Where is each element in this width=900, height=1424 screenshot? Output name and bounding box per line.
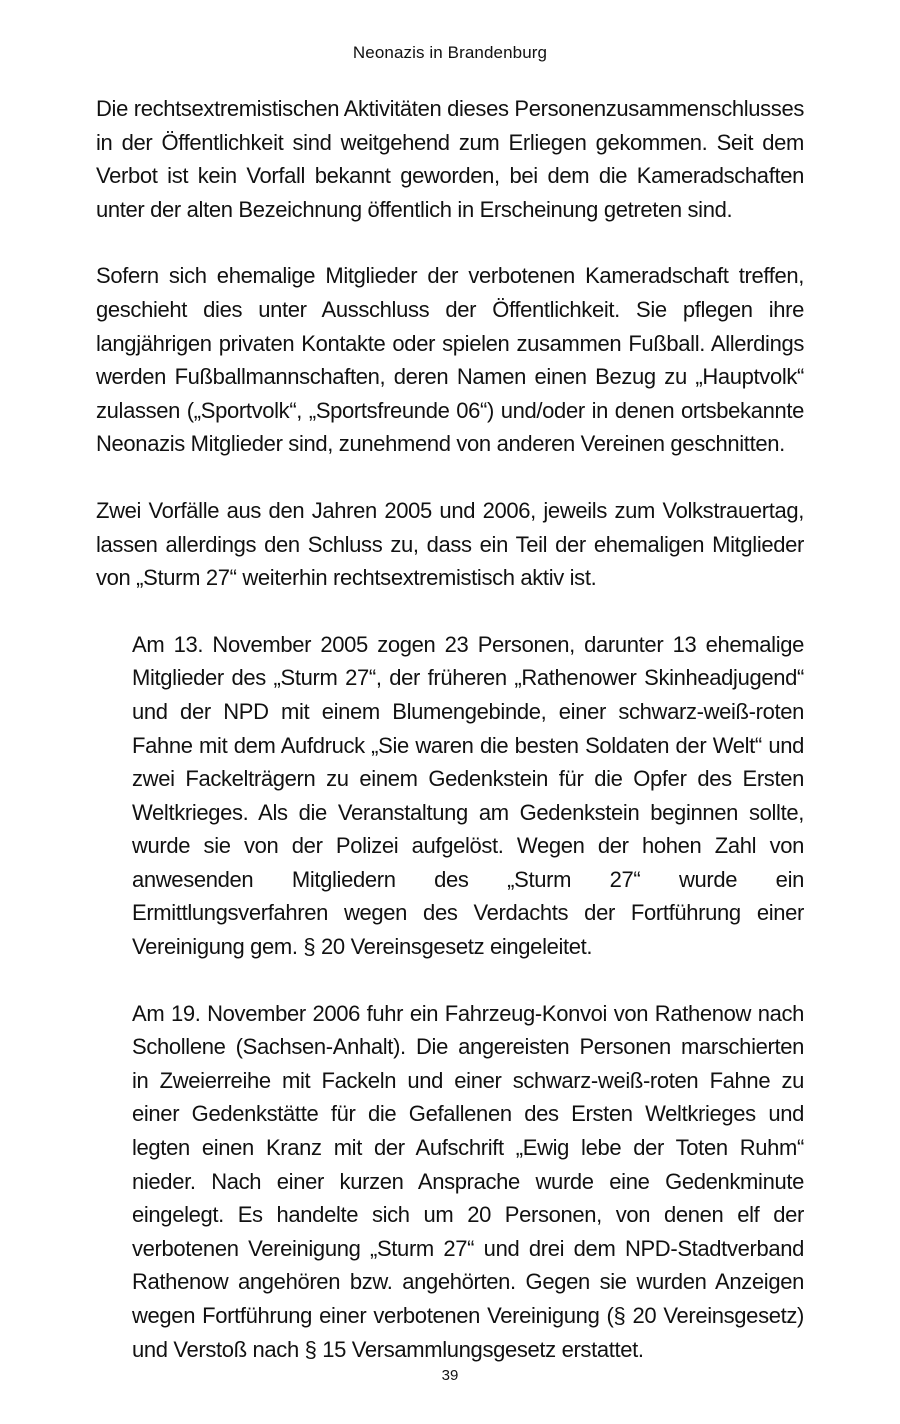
page-number: 39	[441, 1367, 459, 1384]
paragraph-former-members: Sofern sich ehemalige Mitglieder der verbotenen Kameradschaft treffen, geschieht dies unter Ausschluss der Öffentlichkeit. Sie pflegen ihre langjährigen privaten Kontakte oder spielen zusammen Fußball. Allerdings werden Fußballmannschaften, deren Namen einen Bezug zu „Hauptvolk“ zulassen („Sportvolk“, „Sportsfreunde 06“) und/oder in denen ortsbekannte Neonazis Mitglieder sind, zunehmend von anderen Vereinen geschnitten.	[96, 263, 804, 457]
running-header: Neonazis in Brandenburg	[352, 43, 548, 62]
paragraph-incident-2005: Am 13. November 2005 zogen 23 Personen, darunter 13 ehemalige Mitglieder des „Sturm 27“, der früheren „Rathenower Skinheadjugend“ und der NPD mit einem Blumengebinde, einer schwarz-weiß-roten Fahne mit dem Aufdruck „Sie waren die besten Soldaten der Welt“ und zwei Fackelträgern zu einem Gedenkstein für die Opfer des Ersten Weltkrieges. Als die Veranstaltung am Gedenkstein beginnen sollte, wurde sie von der Polizei aufgelöst. Wegen der hohen Zahl von anwesenden Mitgliedern des „Sturm 27“ wurde ein Ermittlungsverfahren wegen des Verdachts der Fortführung einer Vereinigung gem. § 20 Vereinsgesetz eingeleitet.	[132, 631, 804, 960]
paragraph-two-incidents: Zwei Vorfälle aus den Jahren 2005 und 2006, jeweils zum Volkstrauertag, lassen allerdings den Schluss zu, dass ein Teil der ehemaligen Mitglieder von „Sturm 27“ weiterhin rechtsextremistisch aktiv ist.	[96, 497, 804, 591]
paragraph-activities-ceased: Die rechtsextremistischen Aktivitäten dieses Personenzusammenschlusses in der Öffentlichkeit sind weitgehend zum Erliegen gekommen. Seit dem Verbot ist kein Vorfall bekannt geworden, bei dem die Kameradschaften unter der alten Bezeichnung öffentlich in Erscheinung getreten sind.	[96, 96, 804, 222]
body-text	[96, 92, 804, 1366]
paragraph-incident-2006: Am 19. November 2006 fuhr ein Fahrzeug-Konvoi von Rathenow nach Schollene (Sachsen-Anhalt). Die angereisten Personen marschierten in Zweierreihe mit Fackeln und einer schwarz-weiß-roten Fahne zu einer Gedenkstätte für die Gefallenen des Ersten Weltkrieges und legten einen Kranz mit der Aufschrift „Ewig lebe der Toten Ruhm“ nieder. Nach einer kurzen Ansprache wurde eine Gedenkminute eingelegt. Es handelte sich um 20 Personen, von denen elf der verbotenen Vereinigung „Sturm 27“ und drei dem NPD-Stadtverband Rathenow angehören bzw. angehörten. Gegen sie wurden Anzeigen wegen Fortführung einer verbotenen Vereinigung (§ 20 Vereinsgesetz) und Verstoß nach § 15 Versammlungsgesetz erstattet.	[132, 1000, 804, 1362]
